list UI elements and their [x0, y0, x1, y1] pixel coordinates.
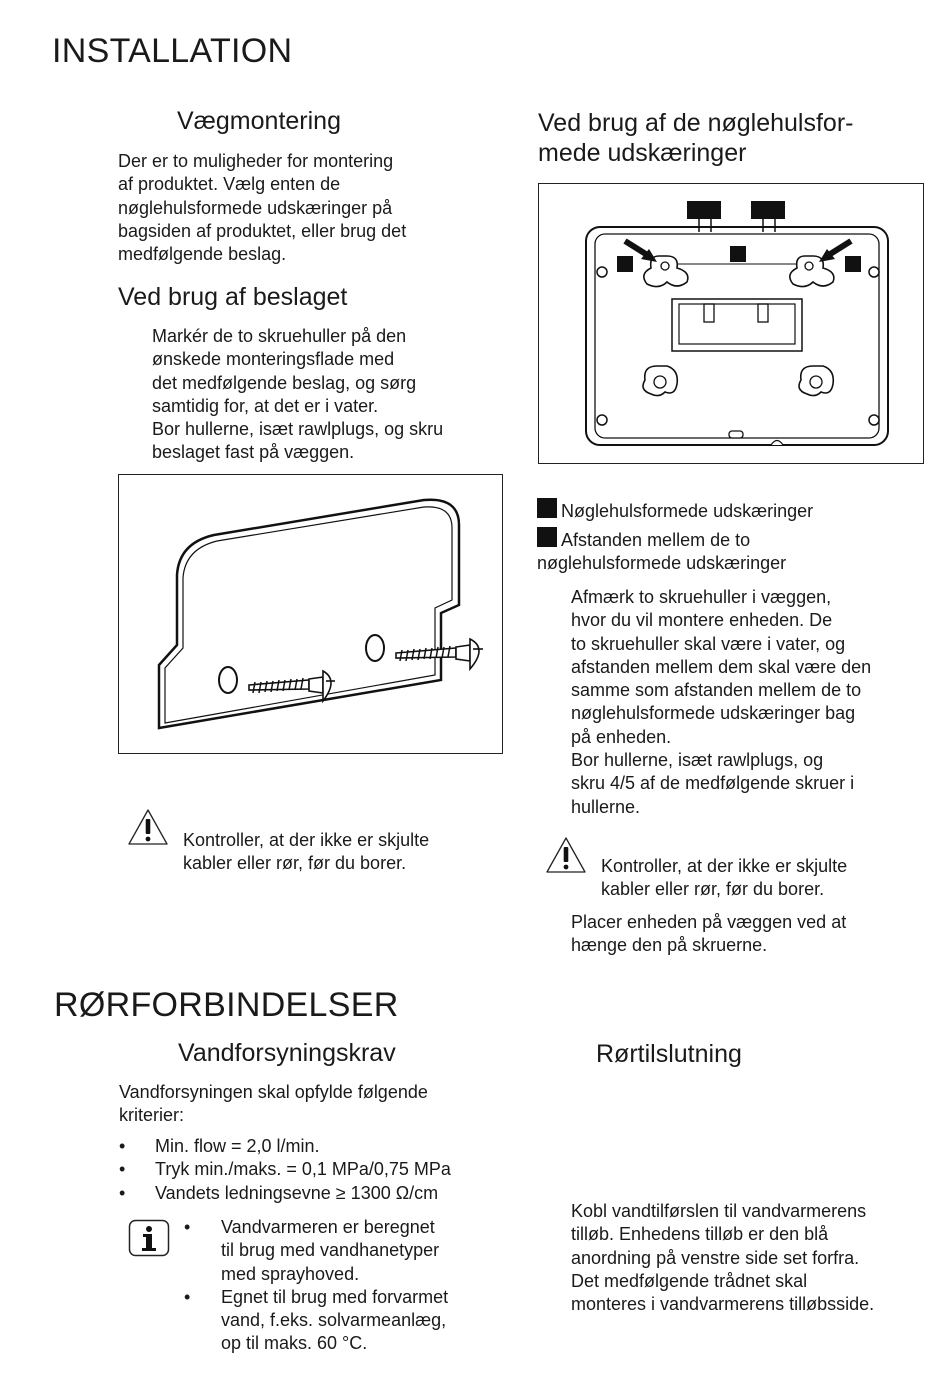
keyhole-warning-text: Kontroller, at der ikke er skjulte kabler eller rør, før du borer. [601, 856, 848, 900]
bracket-drawing [119, 475, 501, 752]
keyhole-place-text: Placer enheden på væggen ved at hænge den på skruerne. [571, 912, 847, 956]
keyhole-illustration [538, 183, 924, 464]
list-item: • Vandvarmeren er beregnet til brug med vandhanetyper med sprayhoved. [184, 1216, 514, 1286]
section-title-pipes: RØRFORBINDELSER [54, 986, 399, 1024]
wall-mounting-intro: Der er to muligheder for montering af produktet. Vælg enten de nøglehulsformede udskæringer på bagsiden af produktet, eller brug det medfølgende beslag. [118, 151, 407, 265]
list-item: • Min. flow = 2,0 l/min. [119, 1135, 519, 1158]
legend-distance [537, 527, 937, 576]
list-item: • Egnet til brug med forvarmet vand, f.eks. solvarmeanlæg, op til maks. 60 °C. [184, 1286, 514, 1356]
keyhole-instructions: Afmærk to skruehuller i væggen, hvor du vil montere enheden. De to skruehuller skal være i vater, og afstanden mellem dem skal være den samme som afstanden mellem de to nøglehulsformede udskæringer bag på enheden. Bor hullerne, isæt rawlplugs, og skru 4/5 af de medfølgende skruer i hullerne. [571, 587, 872, 817]
bracket-warning-text: Kontroller, at der ikke er skjulte kabler eller rør, før du borer. [183, 830, 430, 874]
bracket-instructions: Markér de to skruehuller på den ønskede monteringsflade med det medfølgende beslag, og sørg samtidig for, at det er i vater. Bor hullerne, isæt rawlplugs, og skru beslaget fast på væggen. [152, 326, 444, 463]
heading-keyhole: Ved brug af de nøglehulsfor- mede udskæringer [538, 109, 854, 167]
water-supply-intro: Vandforsyningen skal opfylde følgende kriterier: [119, 1082, 428, 1126]
warning-triangle-icon [127, 808, 169, 846]
legend-square-icon [537, 527, 557, 547]
heading-bracket: Ved brug af beslaget [118, 283, 348, 311]
info-icon [128, 1219, 170, 1257]
pipe-connection-text: Kobl vandtilførslen til vandvarmerens tilløb. Enhedens tilløb er den blå anordning på venstre side set forfra. Det medfølgende trådnet skal monteres i vandvarmerens tilløbsside. [571, 1201, 875, 1315]
list-item: • Vandets ledningsevne ≥ 1300 Ω/cm [119, 1182, 519, 1205]
legend-square-icon [537, 498, 557, 518]
warning-triangle-icon [545, 836, 587, 874]
list-item: • Tryk min./maks. = 0,1 MPa/0,75 MPa [119, 1158, 519, 1181]
heading-wall-mounting: Vægmontering [177, 107, 341, 135]
legend-distance-label: Afstanden mellem de to nøglehulsformede udskæringer [537, 530, 787, 574]
section-title-installation: INSTALLATION [52, 32, 293, 70]
legend-keyhole [537, 498, 813, 523]
heading-pipe-connection: Rørtilslutning [596, 1040, 742, 1068]
bracket-illustration [118, 474, 503, 754]
heading-water-supply: Vandforsyningskrav [178, 1039, 396, 1067]
info-list [184, 1216, 514, 1356]
criteria-list [119, 1135, 519, 1205]
legend-keyhole-label: Nøglehulsformede udskæringer [561, 501, 814, 521]
keyhole-drawing [539, 184, 922, 462]
